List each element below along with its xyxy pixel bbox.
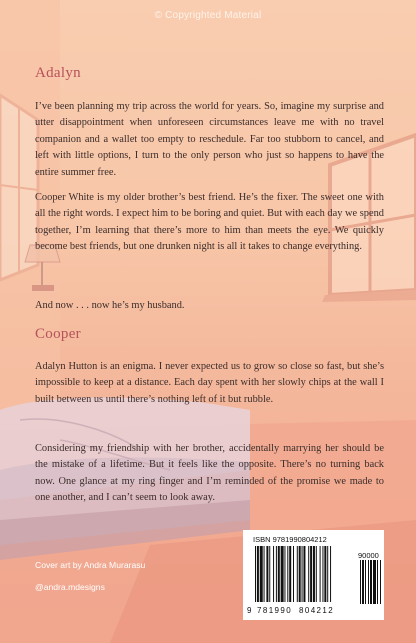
isbn-barcode <box>243 530 384 620</box>
section-heading-adalyn: Adalyn <box>35 65 81 81</box>
price-code: 90000 <box>358 551 379 560</box>
cooper-paragraph-2: Considering my friendship with her brother, accidentally marrying her should be the mistake of a lifetime. But it feels like the opposite. There’s no turning back now. One glance at my ring finger and I’m reminded of the promise we made to one another, and I can’t seem to look away. <box>35 443 384 504</box>
designer-handle: @andra.mdesigns <box>35 582 105 592</box>
copyright-watermark: © Copyrighted Material <box>154 10 262 21</box>
isbn-number: ISBN 9781990804212 <box>253 535 327 544</box>
cooper-paragraph-1: Adalyn Hutton is an enigma. I never expected us to grow so close so fast, but she’s impossible to keep at a distance. Each day spent with her slowly chips at the wall I built between us until there’s nothing left of it but rubble. <box>35 361 384 405</box>
adalyn-paragraph-3: And now . . . now he’s my husband. <box>35 300 185 311</box>
section-heading-cooper: Cooper <box>35 326 81 342</box>
barcode-digit-group-1: 781990 <box>257 606 293 615</box>
barcode-digit-group-2: 804212 <box>299 606 335 615</box>
barcode-digit-first: 9 <box>247 606 252 615</box>
cover-art-credit: Cover art by Andra Murarasu <box>35 560 146 570</box>
adalyn-paragraph-2: Cooper White is my older brother’s best friend. He’s the fixer. The sweet one with all the right words. I expect him to be boring and quiet. But with each day we spend together, I’m learning that there’s more to him than meets the eye. We quickly become best friends, but one drunken night is all it takes to change everything. <box>35 192 384 253</box>
adalyn-paragraph-1: I’ve been planning my trip across the world for years. So, imagine my surprise and utter disappointment when unforeseen circumstances leave me with no travel companion and a wallet too empty to reschedule. Far too stubborn to cancel, and left with little options, I turn to the only person who just so happens to have the entire summer free. <box>35 101 384 178</box>
